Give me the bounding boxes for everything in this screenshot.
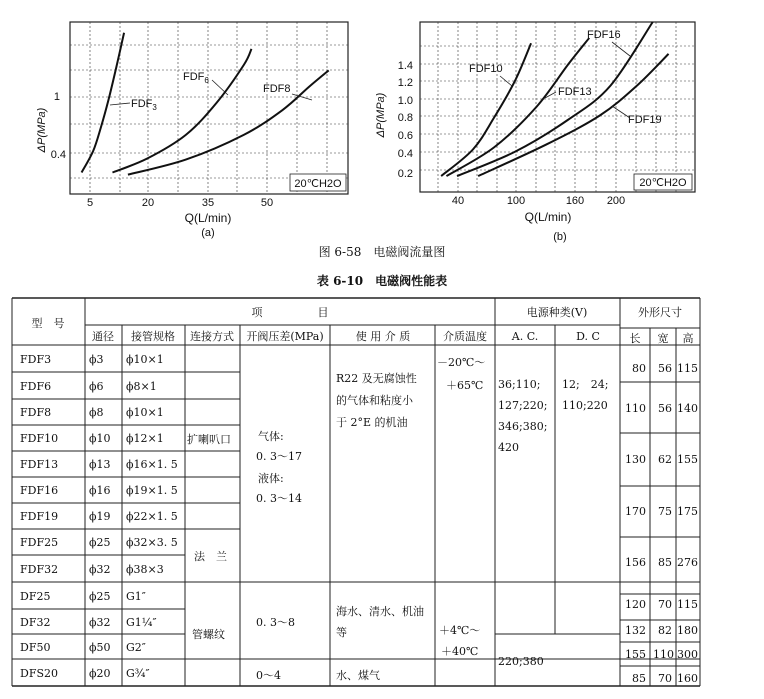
cell-dim-w-3: 75 bbox=[658, 505, 672, 518]
cell-pipe-10: G1¼″ bbox=[126, 616, 157, 629]
y-tick-0.4: 0.4 bbox=[397, 148, 413, 160]
cell-dim-h-0: 115 bbox=[677, 362, 698, 375]
header-medium-temp: 介质温度 bbox=[443, 330, 487, 343]
cell-bore-2: ϕ8 bbox=[89, 406, 104, 419]
cell-medium-fdf-line2: 的气体和粘度小 bbox=[336, 394, 413, 407]
cell-model-8: FDF32 bbox=[20, 563, 59, 576]
cell-model-4: FDF13 bbox=[20, 458, 59, 471]
cell-pipe-8: ϕ38×3 bbox=[126, 563, 164, 576]
x-tick-160: 160 bbox=[565, 195, 585, 207]
cell-bore-3: ϕ10 bbox=[89, 432, 111, 445]
x-tick-200: 200 bbox=[606, 195, 626, 207]
cell-gas-label: 气体: bbox=[258, 430, 284, 443]
cell-bore-12: ϕ20 bbox=[89, 667, 111, 680]
cell-liquid-value: 0. 3～14 bbox=[256, 492, 302, 505]
cell-pipe-6: ϕ22×1. 5 bbox=[126, 510, 178, 523]
cell-dim-w-6: 82 bbox=[658, 624, 672, 637]
cell-dim-w-2: 62 bbox=[658, 453, 672, 466]
cell-dim-h-6: 180 bbox=[677, 624, 698, 637]
header-bore: 通径 bbox=[92, 330, 114, 343]
header-ac: A. C. bbox=[511, 330, 539, 343]
series-label-fdf8: FDF8 bbox=[263, 83, 291, 95]
header-height: 高 bbox=[682, 332, 694, 345]
y-tick-1.4: 1.4 bbox=[397, 60, 413, 72]
cell-dc-fdf-line1: 12; 24; bbox=[562, 378, 609, 391]
cell-pipe-2: ϕ10×1 bbox=[126, 406, 164, 419]
cell-temp-fdf-line1: －20℃～ bbox=[437, 356, 486, 369]
figure-caption: 图 6-58 电磁阀流量图 bbox=[318, 245, 446, 259]
cell-medium-dfs: 水、煤气 bbox=[336, 669, 380, 682]
cell-ac-fdf-line4: 420 bbox=[498, 441, 519, 454]
header-open-pressure: 开阀压差(MPa) bbox=[246, 330, 324, 343]
header-items: 项 目 bbox=[251, 306, 329, 319]
cell-dim-l-4: 156 bbox=[625, 556, 646, 569]
cell-pipe-5: ϕ19×1. 5 bbox=[126, 484, 178, 497]
cell-pipe-11: G2″ bbox=[126, 641, 146, 654]
x-tick-40: 40 bbox=[451, 195, 465, 207]
cell-bore-1: ϕ6 bbox=[89, 380, 104, 393]
cell-ac-fdf-line3: 346;380; bbox=[498, 420, 548, 433]
cell-pipe-0: ϕ10×1 bbox=[126, 353, 164, 366]
cell-dim-h-4: 276 bbox=[677, 556, 698, 569]
cell-pressure-df: 0. 3～8 bbox=[256, 616, 295, 629]
series-label-fdf10: FDF10 bbox=[469, 63, 503, 75]
cell-dim-w-7: 110 bbox=[653, 648, 674, 661]
cell-model-1: FDF6 bbox=[20, 380, 52, 393]
x-axis-label-b: Q(L/min) bbox=[524, 210, 572, 224]
header-medium: 使 用 介 质 bbox=[355, 330, 411, 343]
cell-model-11: DF50 bbox=[20, 641, 51, 654]
table-title: 表 6-10 电磁阀性能表 bbox=[316, 274, 448, 288]
series-label-fdf3: $FDF_3$ bbox=[131, 98, 157, 112]
cell-medium-fdf-line1: R22 及无腐蚀性 bbox=[336, 372, 417, 385]
cell-dim-l-3: 170 bbox=[625, 505, 646, 518]
cell-dim-h-2: 155 bbox=[677, 453, 698, 466]
series-label-fdf16: FDF16 bbox=[587, 29, 621, 41]
cell-dim-h-5: 115 bbox=[677, 598, 698, 611]
cell-gas-value: 0. 3～17 bbox=[256, 450, 302, 463]
cell-connection-flange: 法 兰 bbox=[194, 550, 227, 563]
cell-bore-4: ϕ13 bbox=[89, 458, 111, 471]
panel-label-b: (b) bbox=[553, 231, 567, 243]
cell-medium-df-line2: 等 bbox=[336, 626, 347, 639]
cell-dim-h-3: 175 bbox=[677, 505, 698, 518]
cell-liquid-label: 液体: bbox=[258, 472, 284, 485]
header-length: 长 bbox=[629, 332, 641, 345]
cell-model-7: FDF25 bbox=[20, 536, 59, 549]
cell-dim-l-7: 155 bbox=[625, 648, 646, 661]
y-axis-label-b: ΔP(MPa) bbox=[375, 92, 387, 138]
panel-label-a: (a) bbox=[201, 227, 215, 239]
cell-medium-df-line1: 海水、清水、机油 bbox=[336, 605, 424, 618]
cell-dim-w-4: 85 bbox=[658, 556, 672, 569]
cell-temp-fdf-line2: ＋65℃ bbox=[446, 379, 484, 392]
series-label-fdf6: $FDF_6$ bbox=[183, 71, 209, 85]
cell-dim-w-0: 56 bbox=[658, 362, 672, 375]
y-tick-0.6: 0.6 bbox=[397, 130, 413, 142]
cell-dim-l-8: 85 bbox=[632, 672, 646, 685]
cell-pipe-3: ϕ12×1 bbox=[126, 432, 164, 445]
cell-model-0: FDF3 bbox=[20, 353, 52, 366]
cell-model-9: DF25 bbox=[20, 590, 51, 603]
x-tick-5: 5 bbox=[86, 197, 94, 209]
header-width: 宽 bbox=[657, 332, 669, 345]
header-dimensions: 外形尺寸 bbox=[638, 306, 682, 319]
cell-bore-7: ϕ25 bbox=[89, 536, 111, 549]
y-axis-label-a: ΔP(MPa) bbox=[36, 107, 48, 153]
cell-dim-l-1: 110 bbox=[625, 402, 646, 415]
cell-dim-l-5: 120 bbox=[625, 598, 646, 611]
series-label-fdf19: FDF19 bbox=[628, 114, 662, 126]
cell-dim-w-1: 56 bbox=[658, 402, 672, 415]
y-tick-1.2: 1.2 bbox=[397, 77, 413, 89]
y-tick-1.0: 1.0 bbox=[397, 95, 413, 107]
cell-pipe-12: G¾″ bbox=[126, 667, 150, 680]
cell-pressure-dfs: 0～4 bbox=[256, 669, 281, 682]
x-tick-50: 50 bbox=[260, 197, 274, 209]
cell-dim-l-2: 130 bbox=[625, 453, 646, 466]
cell-bore-11: ϕ50 bbox=[89, 641, 111, 654]
cell-model-3: FDF10 bbox=[20, 432, 59, 445]
cell-medium-fdf-line3: 于 2°E 的机油 bbox=[336, 416, 408, 429]
y-tick-0.2: 0.2 bbox=[397, 168, 413, 180]
series-label-fdf13: FDF13 bbox=[558, 86, 592, 98]
cell-ac-df: 220;380 bbox=[498, 655, 544, 668]
cell-dim-l-0: 80 bbox=[632, 362, 646, 375]
cell-dim-h-7: 300 bbox=[677, 648, 698, 661]
y-tick-1: 1 bbox=[53, 91, 60, 103]
x-axis-label-a: Q(L/min) bbox=[184, 211, 232, 225]
annotation-b: 20℃H2O bbox=[639, 177, 687, 189]
cell-pipe-9: G1″ bbox=[126, 590, 146, 603]
cell-connection-thread: 管螺纹 bbox=[192, 628, 225, 641]
cell-ac-fdf-line1: 36;110; bbox=[498, 378, 541, 391]
cell-pipe-4: ϕ16×1. 5 bbox=[126, 458, 178, 471]
annotation-a: 20℃H2O bbox=[294, 178, 342, 190]
cell-pipe-1: ϕ8×1 bbox=[126, 380, 157, 393]
header-dc: D. C bbox=[576, 330, 600, 343]
cell-bore-6: ϕ19 bbox=[89, 510, 111, 523]
cell-ac-fdf-line2: 127;220; bbox=[498, 399, 548, 412]
y-tick-0.8: 0.8 bbox=[397, 112, 413, 124]
cell-temp-df-line1: ＋4℃～ bbox=[439, 624, 481, 637]
x-tick-20: 20 bbox=[141, 197, 155, 209]
cell-dc-fdf-line2: 110;220 bbox=[562, 399, 608, 412]
cell-dim-h-1: 140 bbox=[677, 402, 698, 415]
cell-dim-l-6: 132 bbox=[625, 624, 646, 637]
cell-bore-5: ϕ16 bbox=[89, 484, 111, 497]
y-tick-0.4: 0.4 bbox=[50, 149, 66, 161]
cell-model-2: FDF8 bbox=[20, 406, 52, 419]
cell-bore-8: ϕ32 bbox=[89, 563, 111, 576]
header-power: 电源种类(V) bbox=[526, 306, 588, 319]
x-tick-100: 100 bbox=[506, 195, 526, 207]
cell-model-6: FDF19 bbox=[20, 510, 59, 523]
cell-connection-flare: 扩喇叭口 bbox=[187, 433, 231, 446]
cell-dim-w-8: 70 bbox=[658, 672, 672, 685]
cell-model-10: DF32 bbox=[20, 616, 51, 629]
cell-bore-9: ϕ25 bbox=[89, 590, 111, 603]
x-tick-35: 35 bbox=[201, 197, 215, 209]
cell-pipe-7: ϕ32×3. 5 bbox=[126, 536, 178, 549]
cell-temp-df-line2: ＋40℃ bbox=[441, 645, 479, 658]
cell-bore-10: ϕ32 bbox=[89, 616, 111, 629]
header-connection: 连接方式 bbox=[190, 330, 234, 343]
cell-dim-h-8: 160 bbox=[677, 672, 698, 685]
cell-model-12: DFS20 bbox=[20, 667, 58, 680]
header-pipe: 接管规格 bbox=[131, 330, 175, 343]
cell-bore-0: ϕ3 bbox=[89, 353, 104, 366]
cell-dim-w-5: 70 bbox=[658, 598, 672, 611]
header-model: 型 号 bbox=[31, 317, 65, 330]
cell-model-5: FDF16 bbox=[20, 484, 59, 497]
